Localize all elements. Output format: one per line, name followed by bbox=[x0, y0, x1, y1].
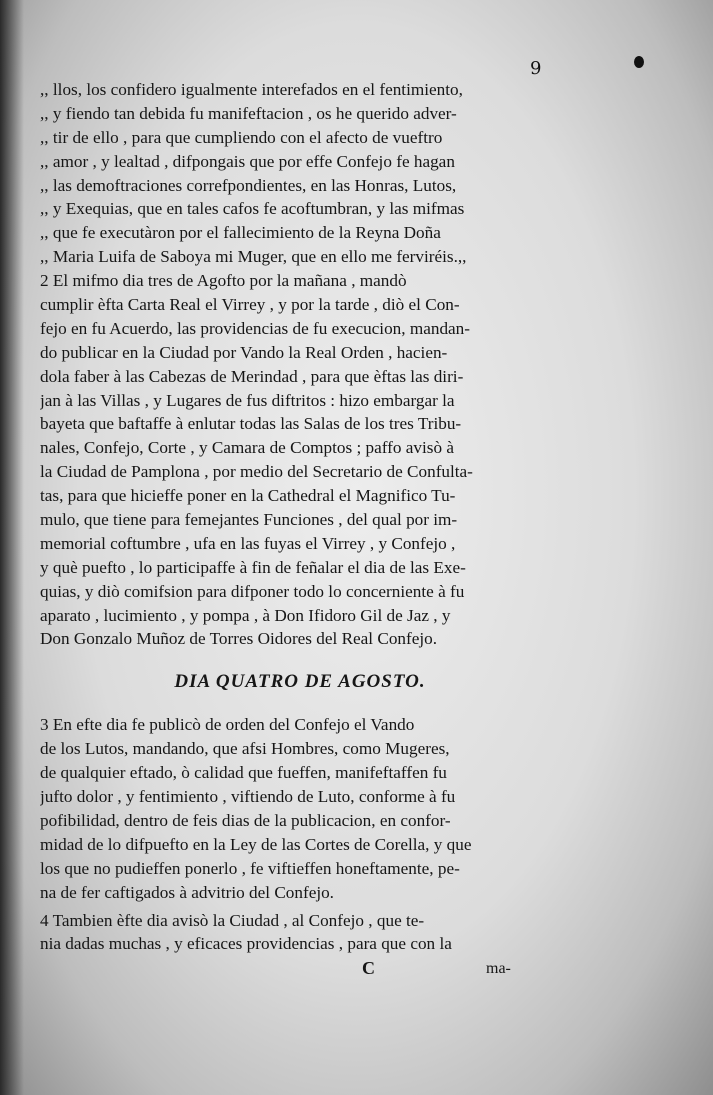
ink-blot bbox=[634, 56, 644, 68]
text-line: memorial coftumbre , ufa en las fuyas el Virrey , y Confejo , bbox=[40, 533, 456, 553]
text-line: de qualquier eftado, ò calidad que fueffen, manifeftaffen fu bbox=[40, 763, 447, 783]
page-number: 9 bbox=[530, 58, 542, 79]
text-line: 2 El mifmo dia tres de Agofto por la mañana , mandò bbox=[40, 271, 407, 291]
text-line: 3 En efte dia fe publicò de orden del Confejo el Vando bbox=[40, 715, 415, 735]
text-line: ,, Maria Luifa de Saboya mi Muger, que en ello me ferviréis.,, bbox=[40, 247, 467, 267]
text-line: nales, Confejo, Corte , y Camara de Comptos ; paffo avisò à bbox=[40, 438, 455, 458]
body-text bbox=[40, 78, 560, 956]
text-line: bayeta que baftaffe à enlutar todas las Salas de los tres Tribu- bbox=[40, 414, 462, 434]
text-line: tas, para que hicieffe poner en la Cathedral el Magnifico Tu- bbox=[40, 486, 456, 506]
text-line: y què puefto , lo participaffe à fin de feñalar el dia de las Exe- bbox=[40, 557, 466, 577]
text-line: jufto dolor , y fentimiento , viftiendo de Luto, conforme à fu bbox=[40, 787, 456, 807]
text-line: aparato , lucimiento , y pompa , à Don Ifidoro Gil de Jaz , y bbox=[40, 605, 451, 625]
text-line: do publicar en la Ciudad por Vando la Real Orden , hacien- bbox=[40, 342, 448, 362]
text-line: ,, que fe executàron por el fallecimiento de la Reyna Doña bbox=[40, 223, 441, 243]
text-line: dola faber à las Cabezas de Merindad , para que èftas las diri- bbox=[40, 366, 464, 386]
text-line: los que no pudieffen ponerlo , fe viftieffen honeftamente, pe- bbox=[40, 858, 460, 878]
text-line: cumplir èfta Carta Real el Virrey , y por la tarde , diò el Con- bbox=[40, 295, 460, 315]
text-line: mulo, que tiene para femejantes Funciones , del qual por im- bbox=[40, 510, 458, 530]
text-line: nia dadas muchas , y eficaces providencias , para que con la bbox=[40, 934, 452, 954]
text-line: na de fer caftigados à advitrio del Confejo. bbox=[40, 882, 334, 902]
signature-mark: C bbox=[362, 958, 375, 978]
text-line: ,, amor , y lealtad , difpongais que por effe Confejo fe hagan bbox=[40, 151, 455, 171]
catchword: ma- bbox=[486, 960, 511, 977]
text-line: midad de lo difpuefto en la Ley de las Cortes de Corella, y que bbox=[40, 834, 472, 854]
text-line: Don Gonzalo Muñoz de Torres Oidores del Real Confejo. bbox=[40, 629, 438, 649]
text-line: quias, y diò comifsion para difponer todo lo concerniente à fu bbox=[40, 581, 465, 601]
section-heading: DIA QUATRO DE AGOSTO. bbox=[174, 671, 426, 693]
text-line: la Ciudad de Pamplona , por medio del Secretario de Confulta- bbox=[40, 462, 473, 482]
text-line: fejo en fu Acuerdo, las providencias de fu execucion, mandan- bbox=[40, 318, 470, 338]
text-line: ,, y fiendo tan debida fu manifeftacion , os he querido adver- bbox=[40, 103, 457, 123]
text-line: de los Lutos, mandando, que afsi Hombres, como Mugeres, bbox=[40, 739, 450, 759]
text-line: ,, las demoftraciones correfpondientes, en las Honras, Lutos, bbox=[40, 175, 457, 195]
text-line: pofibilidad, dentro de feis dias de la publicacion, en confor- bbox=[40, 810, 451, 830]
text-line: 4 Tambien èfte dia avisò la Ciudad , al Confejo , que te- bbox=[40, 910, 425, 930]
binding-shadow bbox=[0, 0, 24, 1095]
text-line: ,, y Exequias, que en tales cafos fe acoftumbran, y las mifmas bbox=[40, 199, 465, 219]
text-line: ,, llos, los confidero igualmente interefados en el fentimiento, bbox=[40, 80, 463, 99]
text-line: jan à las Villas , y Lugares de fus diftritos : hizo embargar la bbox=[40, 390, 455, 410]
text-line: ,, tir de ello , para que cumpliendo con el afecto de vueftro bbox=[40, 127, 443, 147]
